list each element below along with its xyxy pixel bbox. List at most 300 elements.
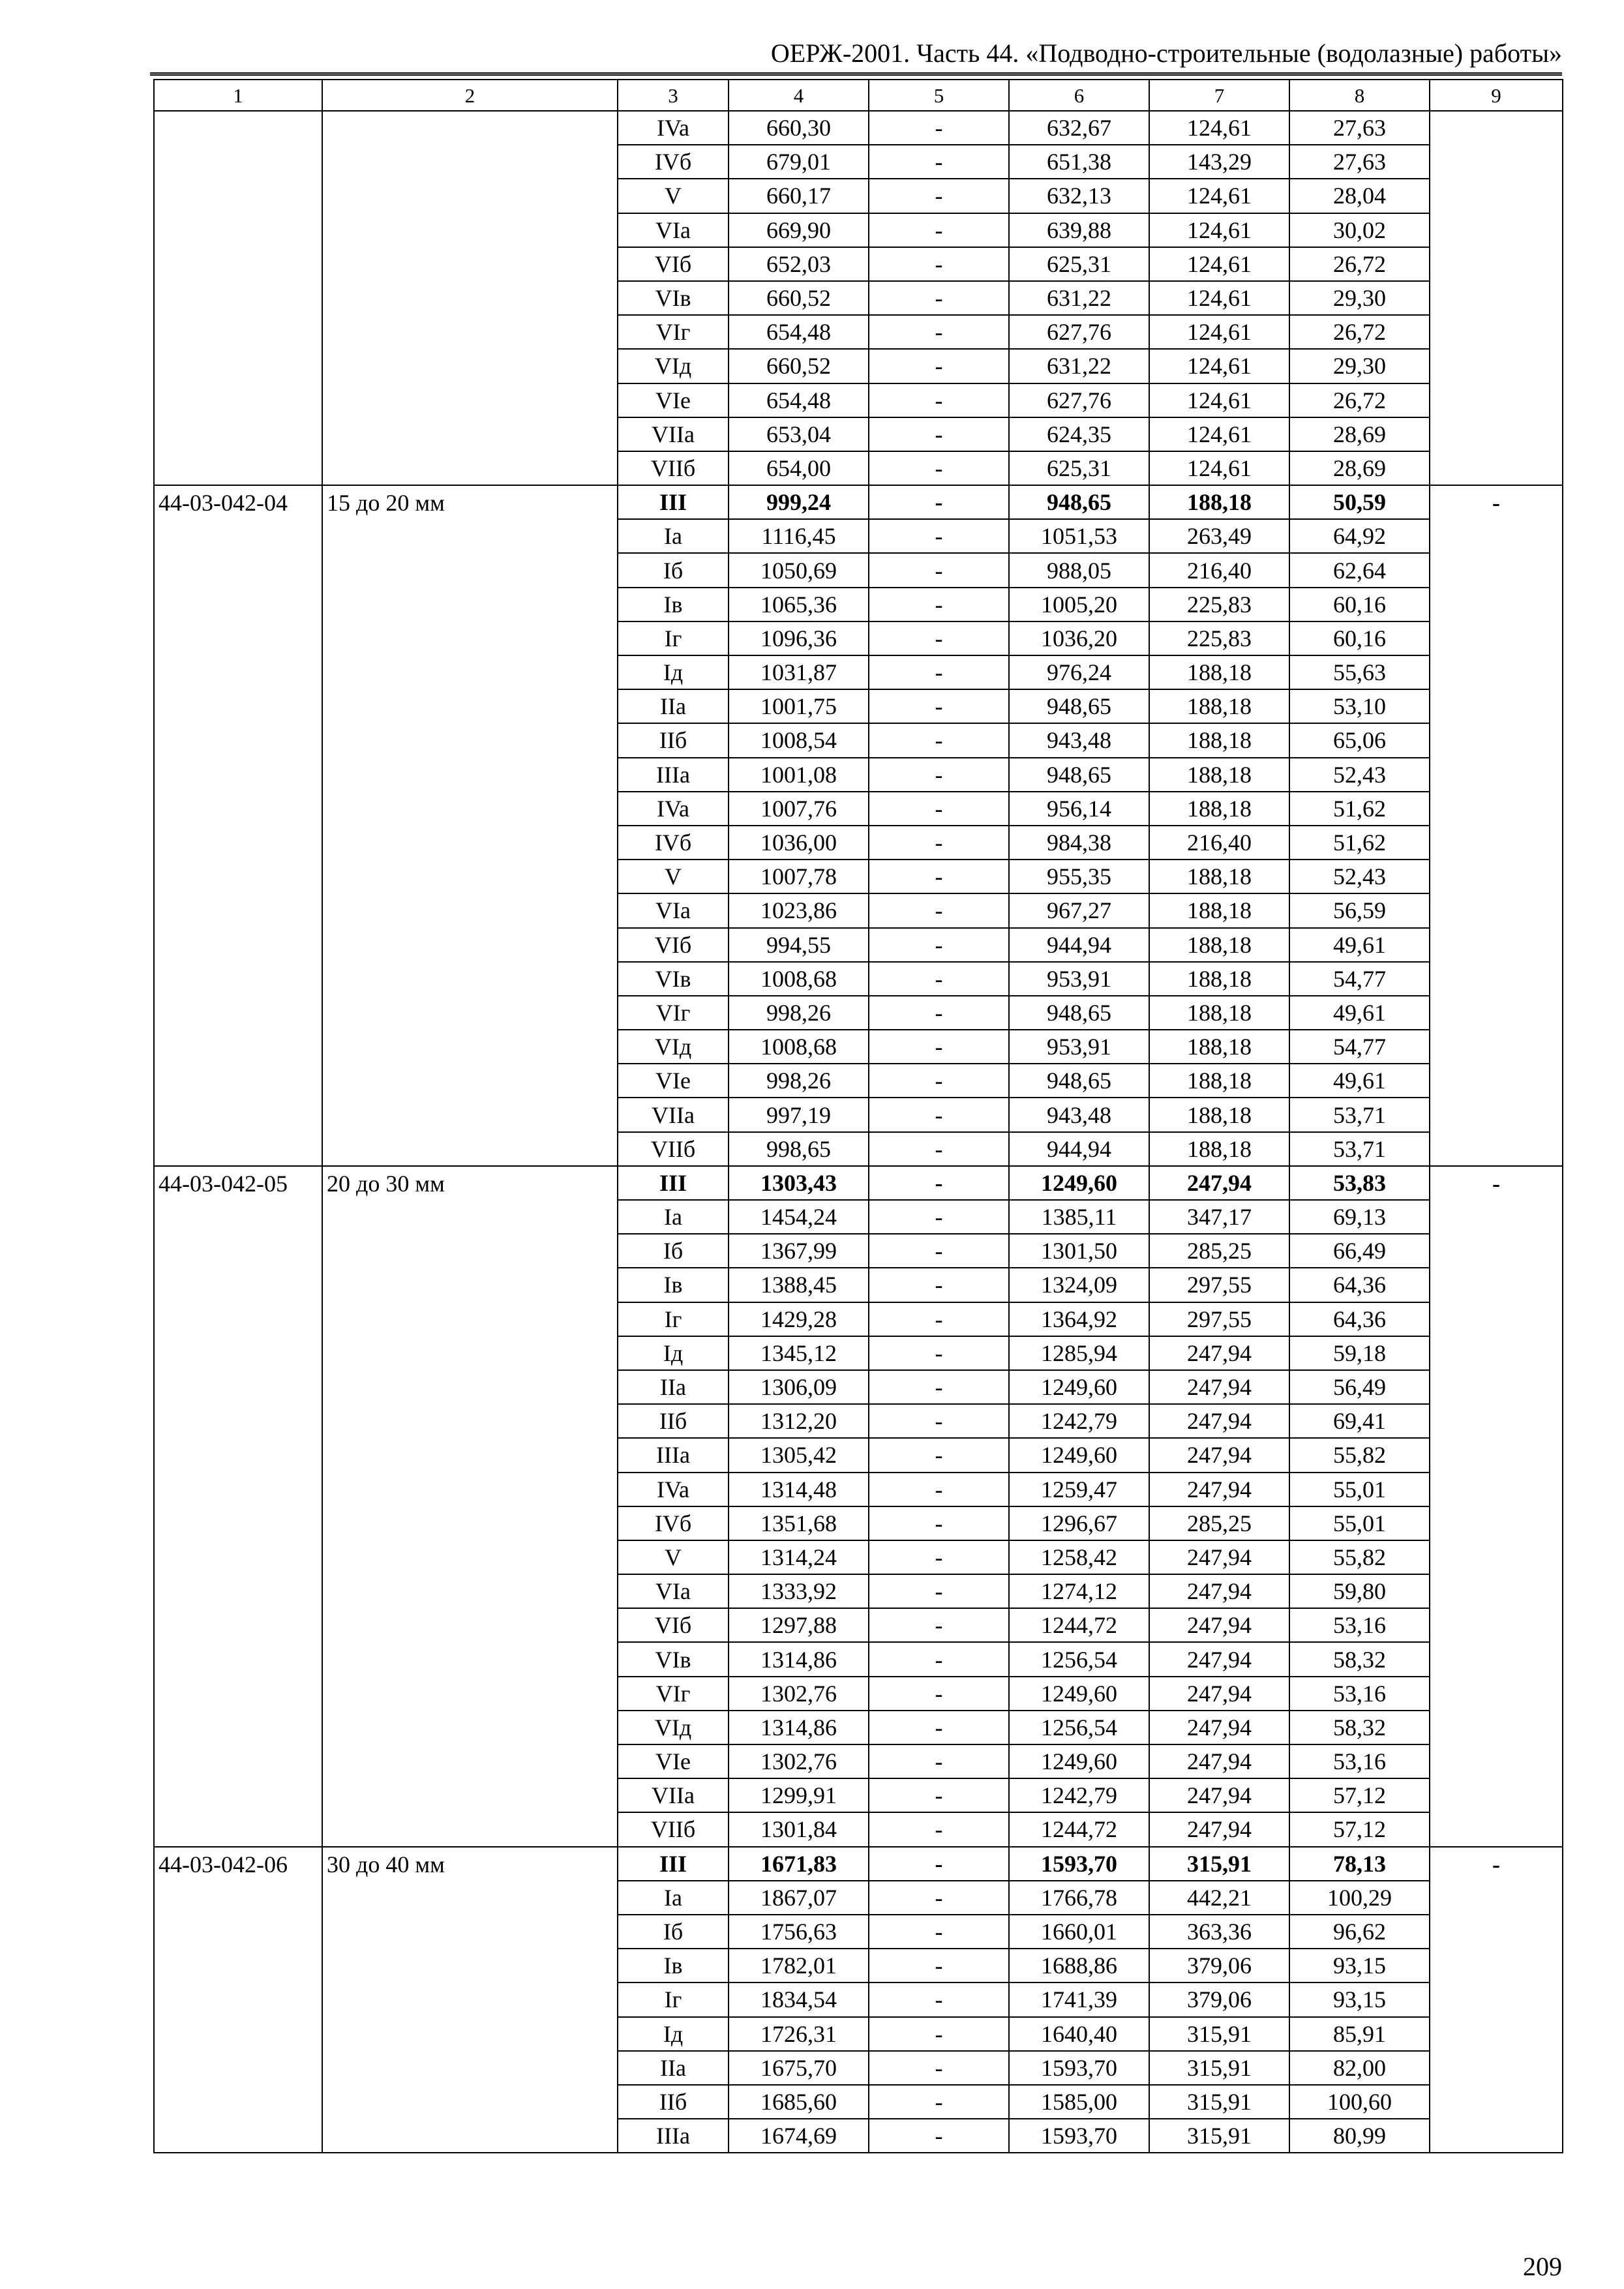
column-number: 7: [1149, 80, 1289, 111]
col5-cell: -: [869, 758, 1009, 792]
col7-cell: 247,94: [1149, 1677, 1289, 1711]
col5-cell: -: [869, 1881, 1009, 1915]
col8-cell: 93,15: [1289, 1949, 1430, 1982]
col5-cell: -: [869, 145, 1009, 179]
zone-cell: IVб: [618, 826, 729, 860]
column-number-row: [154, 80, 1563, 111]
zone-cell: IIб: [618, 723, 729, 757]
zone-cell: Iг: [618, 621, 729, 655]
col5-cell: -: [869, 179, 1009, 213]
col7-cell: 315,91: [1149, 2051, 1289, 2085]
col8-cell: 53,16: [1289, 1744, 1430, 1778]
zone-cell: IIIa: [618, 1438, 729, 1472]
zone-cell: VIг: [618, 1677, 729, 1711]
zone-cell: III: [618, 1166, 729, 1200]
col6-cell: 1036,20: [1009, 621, 1149, 655]
col6-cell: 631,22: [1009, 281, 1149, 315]
col5-cell: -: [869, 826, 1009, 860]
col5-cell: -: [869, 1268, 1009, 1302]
col8-cell: 29,30: [1289, 281, 1430, 315]
col5-cell: -: [869, 2051, 1009, 2085]
col6-cell: 955,35: [1009, 860, 1149, 893]
col6-cell: 944,94: [1009, 1132, 1149, 1166]
col6-cell: 948,65: [1009, 485, 1149, 519]
col8-cell: 50,59: [1289, 485, 1430, 519]
col8-cell: 56,59: [1289, 893, 1430, 927]
col8-cell: 53,10: [1289, 689, 1430, 723]
col5-cell: -: [869, 1949, 1009, 1982]
rate-code-cell: [154, 111, 322, 485]
zone-cell: VIв: [618, 281, 729, 315]
col6-cell: 625,31: [1009, 247, 1149, 281]
col7-cell: 247,94: [1149, 1540, 1289, 1574]
table-row: [154, 1166, 1563, 1200]
total-cost-cell: 1302,76: [729, 1677, 869, 1711]
col5-cell: -: [869, 723, 1009, 757]
col8-cell: 55,01: [1289, 1506, 1430, 1540]
col9-cell: -: [1430, 1847, 1563, 2153]
col8-cell: 85,91: [1289, 2017, 1430, 2051]
col5-cell: -: [869, 1915, 1009, 1949]
col7-cell: 442,21: [1149, 1881, 1289, 1915]
col5-cell: -: [869, 1608, 1009, 1642]
total-cost-cell: 1023,86: [729, 893, 869, 927]
col7-cell: 285,25: [1149, 1506, 1289, 1540]
column-number: 5: [869, 80, 1009, 111]
total-cost-cell: 1314,86: [729, 1711, 869, 1744]
col5-cell: -: [869, 1404, 1009, 1438]
total-cost-cell: 654,48: [729, 315, 869, 349]
col7-cell: 315,91: [1149, 1847, 1289, 1881]
col5-cell: -: [869, 1711, 1009, 1744]
col8-cell: 53,16: [1289, 1608, 1430, 1642]
zone-cell: IVa: [618, 1473, 729, 1506]
col6-cell: 624,35: [1009, 417, 1149, 451]
col6-cell: 1249,60: [1009, 1166, 1149, 1200]
total-cost-cell: 652,03: [729, 247, 869, 281]
col7-cell: 188,18: [1149, 1064, 1289, 1098]
total-cost-cell: 998,65: [729, 1132, 869, 1166]
column-number: 2: [322, 80, 618, 111]
total-cost-cell: 654,48: [729, 383, 869, 417]
col8-cell: 28,69: [1289, 451, 1430, 485]
col6-cell: 1296,67: [1009, 1506, 1149, 1540]
total-cost-cell: 1675,70: [729, 2051, 869, 2085]
col7-cell: 225,83: [1149, 621, 1289, 655]
zone-cell: VIIб: [618, 1812, 729, 1846]
col7-cell: 124,61: [1149, 349, 1289, 383]
col5-cell: -: [869, 1132, 1009, 1166]
col5-cell: -: [869, 485, 1009, 519]
zone-cell: VIa: [618, 1574, 729, 1608]
col8-cell: 30,02: [1289, 213, 1430, 247]
total-cost-cell: 679,01: [729, 145, 869, 179]
col8-cell: 100,60: [1289, 2085, 1430, 2119]
zone-cell: VIe: [618, 1064, 729, 1098]
col6-cell: 1585,00: [1009, 2085, 1149, 2119]
col7-cell: 247,94: [1149, 1574, 1289, 1608]
col6-cell: 944,94: [1009, 928, 1149, 962]
total-cost-cell: 998,26: [729, 1064, 869, 1098]
zone-cell: VIe: [618, 383, 729, 417]
col7-cell: 124,61: [1149, 451, 1289, 485]
col5-cell: -: [869, 1812, 1009, 1846]
col5-cell: -: [869, 996, 1009, 1030]
zone-cell: IIб: [618, 2085, 729, 2119]
col5-cell: -: [869, 2085, 1009, 2119]
total-cost-cell: 660,52: [729, 349, 869, 383]
rate-code-cell: 44-03-042-05: [154, 1166, 322, 1847]
zone-cell: IIa: [618, 689, 729, 723]
total-cost-cell: 1050,69: [729, 553, 869, 587]
col8-cell: 69,41: [1289, 1404, 1430, 1438]
col8-cell: 52,43: [1289, 860, 1430, 893]
col6-cell: 943,48: [1009, 1098, 1149, 1131]
zone-cell: VIд: [618, 1711, 729, 1744]
col7-cell: 188,18: [1149, 723, 1289, 757]
total-cost-cell: 1306,09: [729, 1370, 869, 1404]
col7-cell: 263,49: [1149, 519, 1289, 553]
col7-cell: 188,18: [1149, 485, 1289, 519]
zone-cell: IVб: [618, 1506, 729, 1540]
total-cost-cell: 1429,28: [729, 1302, 869, 1336]
col5-cell: -: [869, 1030, 1009, 1064]
col5-cell: -: [869, 1438, 1009, 1472]
col6-cell: 632,67: [1009, 111, 1149, 145]
zone-cell: Ia: [618, 519, 729, 553]
zone-cell: III: [618, 1847, 729, 1881]
col7-cell: 124,61: [1149, 213, 1289, 247]
col6-cell: 1249,60: [1009, 1438, 1149, 1472]
col8-cell: 54,77: [1289, 962, 1430, 996]
col5-cell: -: [869, 281, 1009, 315]
col8-cell: 26,72: [1289, 315, 1430, 349]
col5-cell: -: [869, 1473, 1009, 1506]
total-cost-cell: 1726,31: [729, 2017, 869, 2051]
col7-cell: 363,36: [1149, 1915, 1289, 1949]
col7-cell: 188,18: [1149, 655, 1289, 689]
zone-cell: VIe: [618, 1744, 729, 1778]
total-cost-cell: 1671,83: [729, 1847, 869, 1881]
total-cost-cell: 997,19: [729, 1098, 869, 1131]
rate-name-cell: 30 до 40 мм: [322, 1847, 618, 2153]
col7-cell: 188,18: [1149, 689, 1289, 723]
total-cost-cell: 1314,24: [729, 1540, 869, 1574]
col6-cell: 1660,01: [1009, 1915, 1149, 1949]
col5-cell: -: [869, 893, 1009, 927]
col6-cell: 632,13: [1009, 179, 1149, 213]
col7-cell: 347,17: [1149, 1200, 1289, 1234]
zone-cell: Iб: [618, 1234, 729, 1268]
col7-cell: 247,94: [1149, 1744, 1289, 1778]
col6-cell: 639,88: [1009, 213, 1149, 247]
zone-cell: VIд: [618, 1030, 729, 1064]
col5-cell: -: [869, 1302, 1009, 1336]
zone-cell: VIб: [618, 1608, 729, 1642]
col5-cell: -: [869, 383, 1009, 417]
col6-cell: 984,38: [1009, 826, 1149, 860]
col6-cell: 1005,20: [1009, 588, 1149, 621]
col5-cell: -: [869, 1166, 1009, 1200]
col9-cell: -: [1430, 1166, 1563, 1847]
col8-cell: 78,13: [1289, 1847, 1430, 1881]
col7-cell: 297,55: [1149, 1302, 1289, 1336]
col5-cell: -: [869, 1642, 1009, 1676]
total-cost-cell: 1351,68: [729, 1506, 869, 1540]
table-body: [154, 111, 1563, 2153]
col6-cell: 1593,70: [1009, 2119, 1149, 2153]
col5-cell: -: [869, 315, 1009, 349]
total-cost-cell: 1008,54: [729, 723, 869, 757]
zone-cell: IIIa: [618, 2119, 729, 2153]
col5-cell: -: [869, 1506, 1009, 1540]
col8-cell: 64,92: [1289, 519, 1430, 553]
zone-cell: Ia: [618, 1200, 729, 1234]
col8-cell: 100,29: [1289, 1881, 1430, 1915]
col6-cell: 1244,72: [1009, 1812, 1149, 1846]
total-cost-cell: 1299,91: [729, 1778, 869, 1812]
col5-cell: -: [869, 1744, 1009, 1778]
total-cost-cell: 1867,07: [729, 1881, 869, 1915]
col5-cell: -: [869, 1574, 1009, 1608]
col7-cell: 247,94: [1149, 1812, 1289, 1846]
col9-cell: [1430, 111, 1563, 485]
col5-cell: -: [869, 860, 1009, 893]
col5-cell: -: [869, 1098, 1009, 1131]
col8-cell: 53,71: [1289, 1098, 1430, 1131]
total-cost-cell: 1301,84: [729, 1812, 869, 1846]
col5-cell: -: [869, 2119, 1009, 2153]
col6-cell: 1301,50: [1009, 1234, 1149, 1268]
col7-cell: 124,61: [1149, 417, 1289, 451]
col8-cell: 57,12: [1289, 1812, 1430, 1846]
total-cost-cell: 1036,00: [729, 826, 869, 860]
col8-cell: 55,63: [1289, 655, 1430, 689]
col6-cell: 1244,72: [1009, 1608, 1149, 1642]
col5-cell: -: [869, 1370, 1009, 1404]
col8-cell: 55,01: [1289, 1473, 1430, 1506]
column-number: 6: [1009, 80, 1149, 111]
col8-cell: 53,16: [1289, 1677, 1430, 1711]
col6-cell: 953,91: [1009, 962, 1149, 996]
col7-cell: 216,40: [1149, 553, 1289, 587]
rate-code-cell: 44-03-042-06: [154, 1847, 322, 2153]
col7-cell: 247,94: [1149, 1608, 1289, 1642]
col6-cell: 948,65: [1009, 758, 1149, 792]
col6-cell: 1274,12: [1009, 1574, 1149, 1608]
col8-cell: 49,61: [1289, 928, 1430, 962]
col7-cell: 188,18: [1149, 996, 1289, 1030]
col6-cell: 627,76: [1009, 315, 1149, 349]
total-cost-cell: 1674,69: [729, 2119, 869, 2153]
total-cost-cell: 1782,01: [729, 1949, 869, 1982]
col7-cell: 315,91: [1149, 2017, 1289, 2051]
col7-cell: 247,94: [1149, 1473, 1289, 1506]
total-cost-cell: 1312,20: [729, 1404, 869, 1438]
col8-cell: 53,71: [1289, 1132, 1430, 1166]
col7-cell: 247,94: [1149, 1642, 1289, 1676]
col8-cell: 54,77: [1289, 1030, 1430, 1064]
col7-cell: 124,61: [1149, 383, 1289, 417]
col8-cell: 26,72: [1289, 383, 1430, 417]
col8-cell: 58,32: [1289, 1642, 1430, 1676]
col7-cell: 247,94: [1149, 1438, 1289, 1472]
col6-cell: 1593,70: [1009, 1847, 1149, 1881]
col7-cell: 124,61: [1149, 179, 1289, 213]
total-cost-cell: 1096,36: [729, 621, 869, 655]
zone-cell: VIг: [618, 996, 729, 1030]
column-number: 9: [1430, 80, 1563, 111]
col7-cell: 297,55: [1149, 1268, 1289, 1302]
col8-cell: 80,99: [1289, 2119, 1430, 2153]
col6-cell: 651,38: [1009, 145, 1149, 179]
total-cost-cell: 660,30: [729, 111, 869, 145]
col5-cell: -: [869, 1336, 1009, 1370]
col5-cell: -: [869, 1540, 1009, 1574]
col8-cell: 64,36: [1289, 1302, 1430, 1336]
col6-cell: 1385,11: [1009, 1200, 1149, 1234]
zone-cell: Iг: [618, 1302, 729, 1336]
total-cost-cell: 1388,45: [729, 1268, 869, 1302]
page-number: 209: [1523, 2252, 1562, 2281]
col7-cell: 188,18: [1149, 1132, 1289, 1166]
col8-cell: 93,15: [1289, 1982, 1430, 2016]
zone-cell: IIIa: [618, 758, 729, 792]
col6-cell: 1242,79: [1009, 1778, 1149, 1812]
total-cost-cell: 999,24: [729, 485, 869, 519]
col5-cell: -: [869, 451, 1009, 485]
col6-cell: 631,22: [1009, 349, 1149, 383]
col5-cell: -: [869, 111, 1009, 145]
col5-cell: -: [869, 1064, 1009, 1098]
col5-cell: -: [869, 792, 1009, 826]
column-number: 3: [618, 80, 729, 111]
zone-cell: IVa: [618, 792, 729, 826]
zone-cell: IVa: [618, 111, 729, 145]
col7-cell: 379,06: [1149, 1949, 1289, 1982]
col8-cell: 55,82: [1289, 1540, 1430, 1574]
rate-name-cell: [322, 111, 618, 485]
zone-cell: VIIa: [618, 417, 729, 451]
zone-cell: VIa: [618, 893, 729, 927]
zone-cell: VIIa: [618, 1098, 729, 1131]
col6-cell: 1285,94: [1009, 1336, 1149, 1370]
col6-cell: 1249,60: [1009, 1744, 1149, 1778]
col6-cell: 1640,40: [1009, 2017, 1149, 2051]
col8-cell: 65,06: [1289, 723, 1430, 757]
zone-cell: Iг: [618, 1982, 729, 2016]
zone-cell: IIa: [618, 1370, 729, 1404]
total-cost-cell: 1454,24: [729, 1200, 869, 1234]
zone-cell: VIд: [618, 349, 729, 383]
col8-cell: 51,62: [1289, 826, 1430, 860]
col8-cell: 49,61: [1289, 1064, 1430, 1098]
col6-cell: 976,24: [1009, 655, 1149, 689]
zone-cell: VIв: [618, 962, 729, 996]
col6-cell: 1256,54: [1009, 1642, 1149, 1676]
zone-cell: Iд: [618, 1336, 729, 1370]
col6-cell: 627,76: [1009, 383, 1149, 417]
col7-cell: 216,40: [1149, 826, 1289, 860]
zone-cell: Iб: [618, 1915, 729, 1949]
zone-cell: VIб: [618, 247, 729, 281]
column-number: 1: [154, 80, 322, 111]
zone-cell: V: [618, 179, 729, 213]
total-cost-cell: 1001,08: [729, 758, 869, 792]
zone-cell: IIa: [618, 2051, 729, 2085]
col7-cell: 188,18: [1149, 962, 1289, 996]
zone-cell: Ia: [618, 1881, 729, 1915]
col5-cell: -: [869, 588, 1009, 621]
total-cost-cell: 1297,88: [729, 1608, 869, 1642]
col8-cell: 66,49: [1289, 1234, 1430, 1268]
total-cost-cell: 1345,12: [729, 1336, 869, 1370]
col6-cell: 1256,54: [1009, 1711, 1149, 1744]
total-cost-cell: 1116,45: [729, 519, 869, 553]
total-cost-cell: 654,00: [729, 451, 869, 485]
col8-cell: 60,16: [1289, 588, 1430, 621]
col7-cell: 124,61: [1149, 111, 1289, 145]
col6-cell: 1766,78: [1009, 1881, 1149, 1915]
col7-cell: 379,06: [1149, 1982, 1289, 2016]
col8-cell: 29,30: [1289, 349, 1430, 383]
col6-cell: 1242,79: [1009, 1404, 1149, 1438]
col9-cell: -: [1430, 485, 1563, 1166]
col5-cell: -: [869, 621, 1009, 655]
col6-cell: 943,48: [1009, 723, 1149, 757]
col7-cell: 247,94: [1149, 1336, 1289, 1370]
col5-cell: -: [869, 1200, 1009, 1234]
zone-cell: IVб: [618, 145, 729, 179]
zone-cell: Iд: [618, 2017, 729, 2051]
col6-cell: 953,91: [1009, 1030, 1149, 1064]
col7-cell: 124,61: [1149, 247, 1289, 281]
col7-cell: 247,94: [1149, 1711, 1289, 1744]
document-header-title: ОЕРЖ-2001. Часть 44. «Подводно-строительные (водолазные) работы»: [770, 38, 1562, 68]
col5-cell: -: [869, 349, 1009, 383]
col7-cell: 247,94: [1149, 1778, 1289, 1812]
col8-cell: 57,12: [1289, 1778, 1430, 1812]
col5-cell: -: [869, 689, 1009, 723]
col7-cell: 124,61: [1149, 315, 1289, 349]
col6-cell: 1258,42: [1009, 1540, 1149, 1574]
col6-cell: 948,65: [1009, 1064, 1149, 1098]
col6-cell: 1364,92: [1009, 1302, 1149, 1336]
zone-cell: Iв: [618, 1268, 729, 1302]
col6-cell: 956,14: [1009, 792, 1149, 826]
total-cost-cell: 1756,63: [729, 1915, 869, 1949]
zone-cell: VIг: [618, 315, 729, 349]
col6-cell: 1324,09: [1009, 1268, 1149, 1302]
zone-cell: VIIб: [618, 1132, 729, 1166]
col7-cell: 285,25: [1149, 1234, 1289, 1268]
total-cost-cell: 1007,76: [729, 792, 869, 826]
col8-cell: 53,83: [1289, 1166, 1430, 1200]
col6-cell: 988,05: [1009, 553, 1149, 587]
zone-cell: Iв: [618, 588, 729, 621]
col6-cell: 967,27: [1009, 893, 1149, 927]
col6-cell: 1249,60: [1009, 1370, 1149, 1404]
col7-cell: 315,91: [1149, 2085, 1289, 2119]
col8-cell: 55,82: [1289, 1438, 1430, 1472]
col8-cell: 58,32: [1289, 1711, 1430, 1744]
total-cost-cell: 1834,54: [729, 1982, 869, 2016]
col7-cell: 225,83: [1149, 588, 1289, 621]
table-row: [154, 1847, 1563, 1881]
col7-cell: 188,18: [1149, 1030, 1289, 1064]
col8-cell: 52,43: [1289, 758, 1430, 792]
header-divider: [150, 72, 1562, 76]
